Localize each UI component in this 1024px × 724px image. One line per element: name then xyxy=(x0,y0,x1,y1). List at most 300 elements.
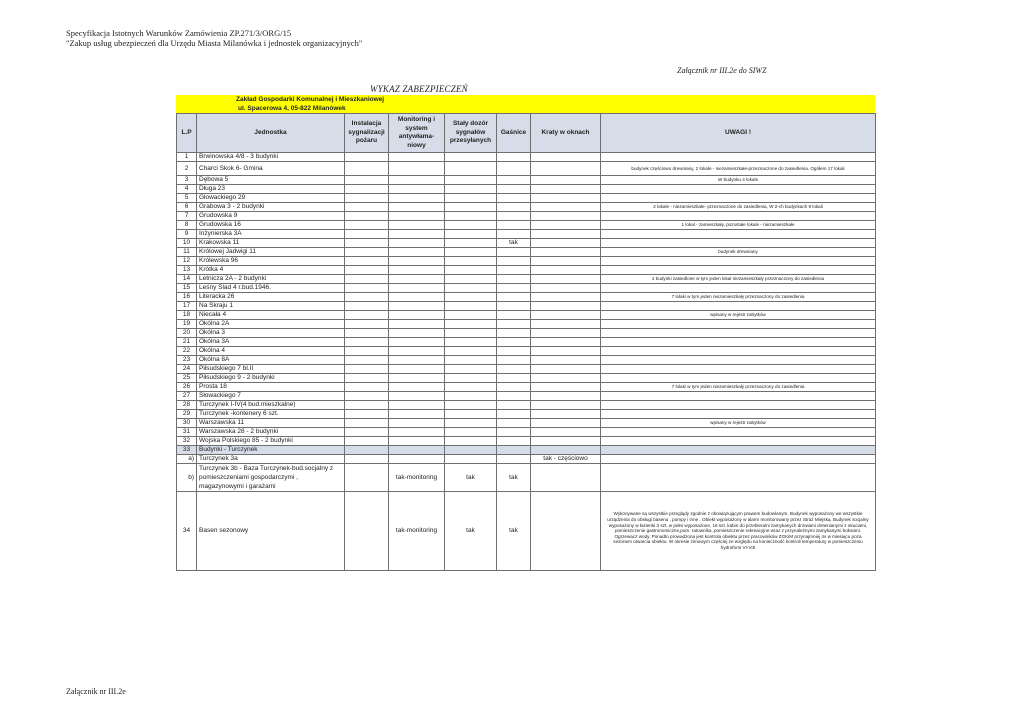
cell-lp: 11 xyxy=(177,248,197,257)
cell-inst xyxy=(345,492,389,571)
cell-mon xyxy=(389,338,445,347)
cell-doz xyxy=(445,194,497,203)
cell-doz xyxy=(445,293,497,302)
cell-gas xyxy=(497,311,531,320)
cell-lp: 4 xyxy=(177,185,197,194)
cell-kraty xyxy=(531,464,601,492)
cell-kraty xyxy=(531,284,601,293)
cell-name: Niecała 4 xyxy=(197,311,345,320)
cell-lp: 2 xyxy=(177,162,197,176)
cell-kraty xyxy=(531,239,601,248)
cell-gas xyxy=(497,275,531,284)
cell-doz xyxy=(445,338,497,347)
cell-gas xyxy=(497,374,531,383)
cell-mon xyxy=(389,284,445,293)
cell-uwagi: budynek częściowo drewniany, 2 lokale - niezamieszkałe-przeznaczone do zasiedlenia. Ogółem 17 lokali xyxy=(601,162,876,176)
cell-gas xyxy=(497,410,531,419)
cell-kraty xyxy=(531,329,601,338)
cell-lp: 18 xyxy=(177,311,197,320)
cell-uwagi: 7 lolaki w tym jeden niezamieszkały przeznaczony do zasiedlenia xyxy=(601,293,876,302)
cell-inst xyxy=(345,410,389,419)
cell-lp: 21 xyxy=(177,338,197,347)
cell-kraty xyxy=(531,392,601,401)
cell-name: Basen sezonowy xyxy=(197,492,345,571)
cell-inst xyxy=(345,302,389,311)
table-row xyxy=(177,266,876,275)
cell-name: Okólna 2A xyxy=(197,320,345,329)
cell-doz xyxy=(445,356,497,365)
document-header xyxy=(66,28,362,48)
cell-uwagi: W budynku 4 lokale xyxy=(601,176,876,185)
cell-mon xyxy=(389,302,445,311)
cell-name: Warszawska 28 - 2 budynki xyxy=(197,428,345,437)
cell-uwagi xyxy=(601,284,876,293)
cell-mon xyxy=(389,437,445,446)
cell-mon xyxy=(389,410,445,419)
cell-inst xyxy=(345,329,389,338)
table-row xyxy=(177,356,876,365)
cell-inst xyxy=(345,203,389,212)
table-body xyxy=(177,153,876,571)
cell-name: Królewska 96 xyxy=(197,257,345,266)
cell-name: Okólna 8A xyxy=(197,356,345,365)
annex-label: Załącznik nr III.2e do SIWZ xyxy=(677,66,767,75)
cell-gas xyxy=(497,230,531,239)
cell-gas xyxy=(497,320,531,329)
cell-inst xyxy=(345,212,389,221)
organization-banner xyxy=(176,95,875,113)
table-row xyxy=(177,185,876,194)
cell-gas xyxy=(497,248,531,257)
cell-inst xyxy=(345,464,389,492)
cell-gas xyxy=(497,419,531,428)
cell-lp: 10 xyxy=(177,239,197,248)
cell-doz xyxy=(445,176,497,185)
cell-inst xyxy=(345,320,389,329)
cell-mon xyxy=(389,293,445,302)
cell-mon: tak-monitoring xyxy=(389,464,445,492)
cell-inst xyxy=(345,221,389,230)
security-table xyxy=(176,113,876,571)
cell-gas xyxy=(497,392,531,401)
cell-gas xyxy=(497,257,531,266)
cell-doz xyxy=(445,275,497,284)
cell-doz xyxy=(445,230,497,239)
cell-name: Budynki - Turczynek xyxy=(197,446,345,455)
cell-name: Krakowska 11 xyxy=(197,239,345,248)
cell-lp: 20 xyxy=(177,329,197,338)
cell-gas xyxy=(497,365,531,374)
cell-uwagi xyxy=(601,437,876,446)
cell-kraty xyxy=(531,248,601,257)
cell-lp: 26 xyxy=(177,383,197,392)
footer-label: Załącznik nr III.2e xyxy=(66,687,126,696)
cell-uwagi xyxy=(601,239,876,248)
cell-mon xyxy=(389,347,445,356)
table-row xyxy=(177,320,876,329)
cell-kraty xyxy=(531,365,601,374)
cell-mon xyxy=(389,185,445,194)
cell-name: Słowackiego 7 xyxy=(197,392,345,401)
cell-kraty xyxy=(531,419,601,428)
cell-inst xyxy=(345,230,389,239)
table-row xyxy=(177,365,876,374)
cell-inst xyxy=(345,162,389,176)
cell-inst xyxy=(345,419,389,428)
cell-kraty xyxy=(531,437,601,446)
table-row xyxy=(177,153,876,162)
cell-kraty xyxy=(531,203,601,212)
cell-lp: 28 xyxy=(177,401,197,410)
cell-gas xyxy=(497,212,531,221)
cell-doz xyxy=(445,221,497,230)
cell-kraty xyxy=(531,162,601,176)
table-row xyxy=(177,383,876,392)
cell-lp: 1 xyxy=(177,153,197,162)
cell-uwagi xyxy=(601,212,876,221)
cell-name: Warszawska 11 xyxy=(197,419,345,428)
cell-gas xyxy=(497,266,531,275)
cell-mon xyxy=(389,401,445,410)
cell-doz xyxy=(445,212,497,221)
cell-lp: 27 xyxy=(177,392,197,401)
cell-kraty xyxy=(531,275,601,284)
cell-uwagi xyxy=(601,257,876,266)
cell-lp: 5 xyxy=(177,194,197,203)
table-row xyxy=(177,455,876,464)
cell-kraty xyxy=(531,293,601,302)
cell-name: Leśny Ślad 4 r.bud.1946. xyxy=(197,284,345,293)
cell-doz xyxy=(445,446,497,455)
table-row xyxy=(177,311,876,320)
table-row xyxy=(177,338,876,347)
cell-gas xyxy=(497,383,531,392)
cell-doz xyxy=(445,302,497,311)
cell-name: Dębowa 5 xyxy=(197,176,345,185)
cell-doz xyxy=(445,383,497,392)
cell-doz xyxy=(445,248,497,257)
cell-inst xyxy=(345,437,389,446)
page-title: WYKAZ ZABEZPIECZEŃ xyxy=(370,84,468,94)
cell-gas xyxy=(497,302,531,311)
cell-kraty xyxy=(531,257,601,266)
cell-inst xyxy=(345,365,389,374)
cell-mon xyxy=(389,248,445,257)
table-row xyxy=(177,437,876,446)
cell-name: Turczynek 3a xyxy=(197,455,345,464)
col-gasnice: Gaśnice xyxy=(497,114,531,153)
cell-lp: 31 xyxy=(177,428,197,437)
cell-kraty xyxy=(531,401,601,410)
cell-name: Głowackiego 29 xyxy=(197,194,345,203)
table-row xyxy=(177,392,876,401)
cell-kraty xyxy=(531,302,601,311)
cell-inst xyxy=(345,392,389,401)
cell-doz xyxy=(445,153,497,162)
cell-mon xyxy=(389,311,445,320)
cell-mon xyxy=(389,392,445,401)
cell-gas xyxy=(497,329,531,338)
cell-gas xyxy=(497,221,531,230)
cell-mon xyxy=(389,383,445,392)
cell-name: Brwinowska 4/8 - 3 budynki xyxy=(197,153,345,162)
cell-doz: tak xyxy=(445,492,497,571)
cell-gas xyxy=(497,338,531,347)
cell-kraty xyxy=(531,410,601,419)
table-row xyxy=(177,401,876,410)
cell-uwagi xyxy=(601,185,876,194)
cell-mon xyxy=(389,374,445,383)
col-lp: L.P xyxy=(177,114,197,153)
cell-doz xyxy=(445,401,497,410)
cell-uwagi xyxy=(601,347,876,356)
cell-mon xyxy=(389,203,445,212)
cell-uwagi: wpisany w rejestr zabytków xyxy=(601,419,876,428)
cell-mon xyxy=(389,320,445,329)
cell-uwagi xyxy=(601,153,876,162)
cell-lp: 9 xyxy=(177,230,197,239)
cell-doz xyxy=(445,203,497,212)
cell-kraty xyxy=(531,356,601,365)
cell-lp: 3 xyxy=(177,176,197,185)
cell-kraty xyxy=(531,176,601,185)
cell-name: Inżynierska 3A xyxy=(197,230,345,239)
cell-uwagi: 2 lokale - niezamieszkałe- przeznaczone do zasiedlenia, W 2-ch budynkach 9 lokali xyxy=(601,203,876,212)
cell-doz xyxy=(445,329,497,338)
col-uwagi: UWAGI ! xyxy=(601,114,876,153)
cell-mon xyxy=(389,365,445,374)
table-row xyxy=(177,374,876,383)
cell-gas xyxy=(497,356,531,365)
cell-name: Prosta 18 xyxy=(197,383,345,392)
cell-kraty: tak - częściowo xyxy=(531,455,601,464)
cell-gas xyxy=(497,347,531,356)
col-dozor: Stały dozór sygnałów przesyłanych xyxy=(445,114,497,153)
cell-kraty xyxy=(531,212,601,221)
security-table-sheet xyxy=(176,95,875,571)
cell-uwagi xyxy=(601,302,876,311)
cell-inst xyxy=(345,347,389,356)
table-row xyxy=(177,492,876,571)
cell-doz xyxy=(445,185,497,194)
table-row xyxy=(177,162,876,176)
table-row xyxy=(177,275,876,284)
cell-gas xyxy=(497,153,531,162)
table-row xyxy=(177,212,876,221)
cell-uwagi xyxy=(601,266,876,275)
cell-mon xyxy=(389,153,445,162)
cell-uwagi xyxy=(601,455,876,464)
cell-name: Na Skraju 1 xyxy=(197,302,345,311)
cell-gas xyxy=(497,401,531,410)
cell-name: Piłsudskiego 9 - 2 budynki xyxy=(197,374,345,383)
cell-doz xyxy=(445,239,497,248)
cell-kraty xyxy=(531,320,601,329)
cell-mon xyxy=(389,455,445,464)
header-line-2: "Zakup usług ubezpieczeń dla Urzędu Miasta Milanówka i jednostek organizacyjnych" xyxy=(66,38,363,48)
cell-inst xyxy=(345,338,389,347)
cell-doz xyxy=(445,284,497,293)
cell-inst xyxy=(345,248,389,257)
cell-uwagi xyxy=(601,392,876,401)
cell-lp: 34 xyxy=(177,492,197,571)
cell-kraty xyxy=(531,311,601,320)
cell-uwagi xyxy=(601,329,876,338)
cell-inst xyxy=(345,311,389,320)
cell-inst xyxy=(345,356,389,365)
cell-mon xyxy=(389,230,445,239)
cell-kraty xyxy=(531,185,601,194)
cell-doz xyxy=(445,365,497,374)
cell-lp: 29 xyxy=(177,410,197,419)
cell-mon xyxy=(389,162,445,176)
cell-mon xyxy=(389,419,445,428)
cell-kraty xyxy=(531,221,601,230)
cell-kraty xyxy=(531,230,601,239)
table-row xyxy=(177,302,876,311)
cell-name: Królowej Jadwigi 11 xyxy=(197,248,345,257)
cell-name: Grudowska 16 xyxy=(197,221,345,230)
cell-kraty xyxy=(531,492,601,571)
table-row xyxy=(177,257,876,266)
table-row xyxy=(177,176,876,185)
table-row xyxy=(177,329,876,338)
cell-doz xyxy=(445,455,497,464)
cell-kraty xyxy=(531,374,601,383)
table-row xyxy=(177,221,876,230)
cell-gas xyxy=(497,428,531,437)
cell-lp: a) xyxy=(177,455,197,464)
cell-lp: 19 xyxy=(177,320,197,329)
cell-doz xyxy=(445,410,497,419)
cell-inst xyxy=(345,185,389,194)
cell-kraty xyxy=(531,338,601,347)
cell-gas xyxy=(497,455,531,464)
cell-inst xyxy=(345,374,389,383)
cell-mon xyxy=(389,176,445,185)
cell-doz xyxy=(445,347,497,356)
cell-doz xyxy=(445,419,497,428)
cell-inst xyxy=(345,284,389,293)
cell-kraty xyxy=(531,266,601,275)
cell-name: Turczynek I-IV(4 bud.mieszkalne) xyxy=(197,401,345,410)
cell-gas xyxy=(497,185,531,194)
table-row xyxy=(177,230,876,239)
cell-name: Krótka 4 xyxy=(197,266,345,275)
cell-gas xyxy=(497,162,531,176)
cell-name: Długa 23 xyxy=(197,185,345,194)
table-row xyxy=(177,464,876,492)
cell-inst xyxy=(345,176,389,185)
cell-kraty xyxy=(531,383,601,392)
cell-doz xyxy=(445,437,497,446)
cell-name: Letnicza 2A - 2 budynki xyxy=(197,275,345,284)
cell-name: Piłsudskiego 7 bl.II xyxy=(197,365,345,374)
cell-mon xyxy=(389,266,445,275)
cell-uwagi: Wykonywane są wszystkie przeglądy zgodnie z obowiązującym prawem budowlanym. Budynek wyposażony we wszystkie urządzenia do obsługi basenu , pompy i inne . Obiekt wyposażony w alarm monitorowany przez Straż Miejską. Budynek socjalny wyposażony w łazienki 3 szt. w pełni wyposażone, 16 szt. kabin do przebieralni zamykanych drzwiami drewnianymi z okuciami, pomieszczenie gastronomiczne,pom. ratownika, pomieszczenie rekreacyjne wraz z przynależnymi zamykanymi boksami. Ogrzewacz wody. Ponadto prowadzona jest kontrola obiektu przez pracowników ZGKiM przynajmniej 4x w miesiącu poza sezonem otwarcia obiektu. W okresie zimowym częściej ze względu na konieczność kontroli temperatury w pomieszczeniu hydroforni VI-VIII xyxy=(601,492,876,571)
cell-lp: 22 xyxy=(177,347,197,356)
cell-uwagi xyxy=(601,410,876,419)
cell-doz xyxy=(445,428,497,437)
cell-name: Grabowa 3 - 2 budynki xyxy=(197,203,345,212)
cell-lp: 32 xyxy=(177,437,197,446)
cell-kraty xyxy=(531,347,601,356)
table-row xyxy=(177,203,876,212)
cell-mon xyxy=(389,428,445,437)
cell-gas xyxy=(497,293,531,302)
cell-lp: 24 xyxy=(177,365,197,374)
cell-uwagi: 2 budynki zasiedlone w tym jeden lokal niezamieszkały przeznaczony do zasiedlenia xyxy=(601,275,876,284)
cell-gas xyxy=(497,446,531,455)
cell-lp: 16 xyxy=(177,293,197,302)
cell-mon xyxy=(389,221,445,230)
cell-doz xyxy=(445,392,497,401)
cell-name: Charci Skok 6- Gmina xyxy=(197,162,345,176)
cell-gas xyxy=(497,176,531,185)
cell-lp: 30 xyxy=(177,419,197,428)
cell-lp: 23 xyxy=(177,356,197,365)
table-row xyxy=(177,293,876,302)
table-row xyxy=(177,248,876,257)
cell-kraty xyxy=(531,194,601,203)
cell-gas xyxy=(497,194,531,203)
cell-mon xyxy=(389,446,445,455)
cell-inst xyxy=(345,275,389,284)
cell-gas xyxy=(497,437,531,446)
cell-inst xyxy=(345,383,389,392)
cell-gas: tak xyxy=(497,492,531,571)
cell-uwagi xyxy=(601,356,876,365)
table-row xyxy=(177,239,876,248)
cell-lp: 12 xyxy=(177,257,197,266)
cell-gas xyxy=(497,284,531,293)
cell-uwagi xyxy=(601,446,876,455)
col-monitoring: Monitoring i system antywłama-niowy xyxy=(389,114,445,153)
cell-inst xyxy=(345,266,389,275)
cell-mon: tak-monitoring xyxy=(389,492,445,571)
cell-mon xyxy=(389,194,445,203)
table-row xyxy=(177,194,876,203)
cell-doz xyxy=(445,257,497,266)
cell-lp: 8 xyxy=(177,221,197,230)
cell-mon xyxy=(389,356,445,365)
cell-inst xyxy=(345,239,389,248)
cell-lp: 17 xyxy=(177,302,197,311)
cell-inst xyxy=(345,455,389,464)
cell-doz xyxy=(445,311,497,320)
cell-uwagi: 1 lokal - zamieszkały, pozostałe lokale - niezamieszkałe xyxy=(601,221,876,230)
cell-uwagi xyxy=(601,401,876,410)
cell-uwagi xyxy=(601,428,876,437)
table-row xyxy=(177,410,876,419)
cell-uwagi xyxy=(601,194,876,203)
table-header-row xyxy=(177,114,876,153)
cell-inst xyxy=(345,153,389,162)
cell-name: Okólna 3A xyxy=(197,338,345,347)
table-row xyxy=(177,419,876,428)
cell-lp: 14 xyxy=(177,275,197,284)
cell-name: Turczynek 3b - Baza Turczynek-bud.socjalny z pomieszczeniami gospodarczymi , magazynowymi i garażami xyxy=(197,464,345,492)
cell-inst xyxy=(345,293,389,302)
cell-uwagi xyxy=(601,338,876,347)
organization-address: ul. Spacerowa 4, 05-822 Milanówek xyxy=(238,105,346,112)
col-kraty: Kraty w oknach xyxy=(531,114,601,153)
cell-lp: 15 xyxy=(177,284,197,293)
col-instalacja: Instalacja sygnalizacji pożaru xyxy=(345,114,389,153)
table-row xyxy=(177,347,876,356)
cell-lp: 33 xyxy=(177,446,197,455)
cell-uwagi: budynek drewniany xyxy=(601,248,876,257)
